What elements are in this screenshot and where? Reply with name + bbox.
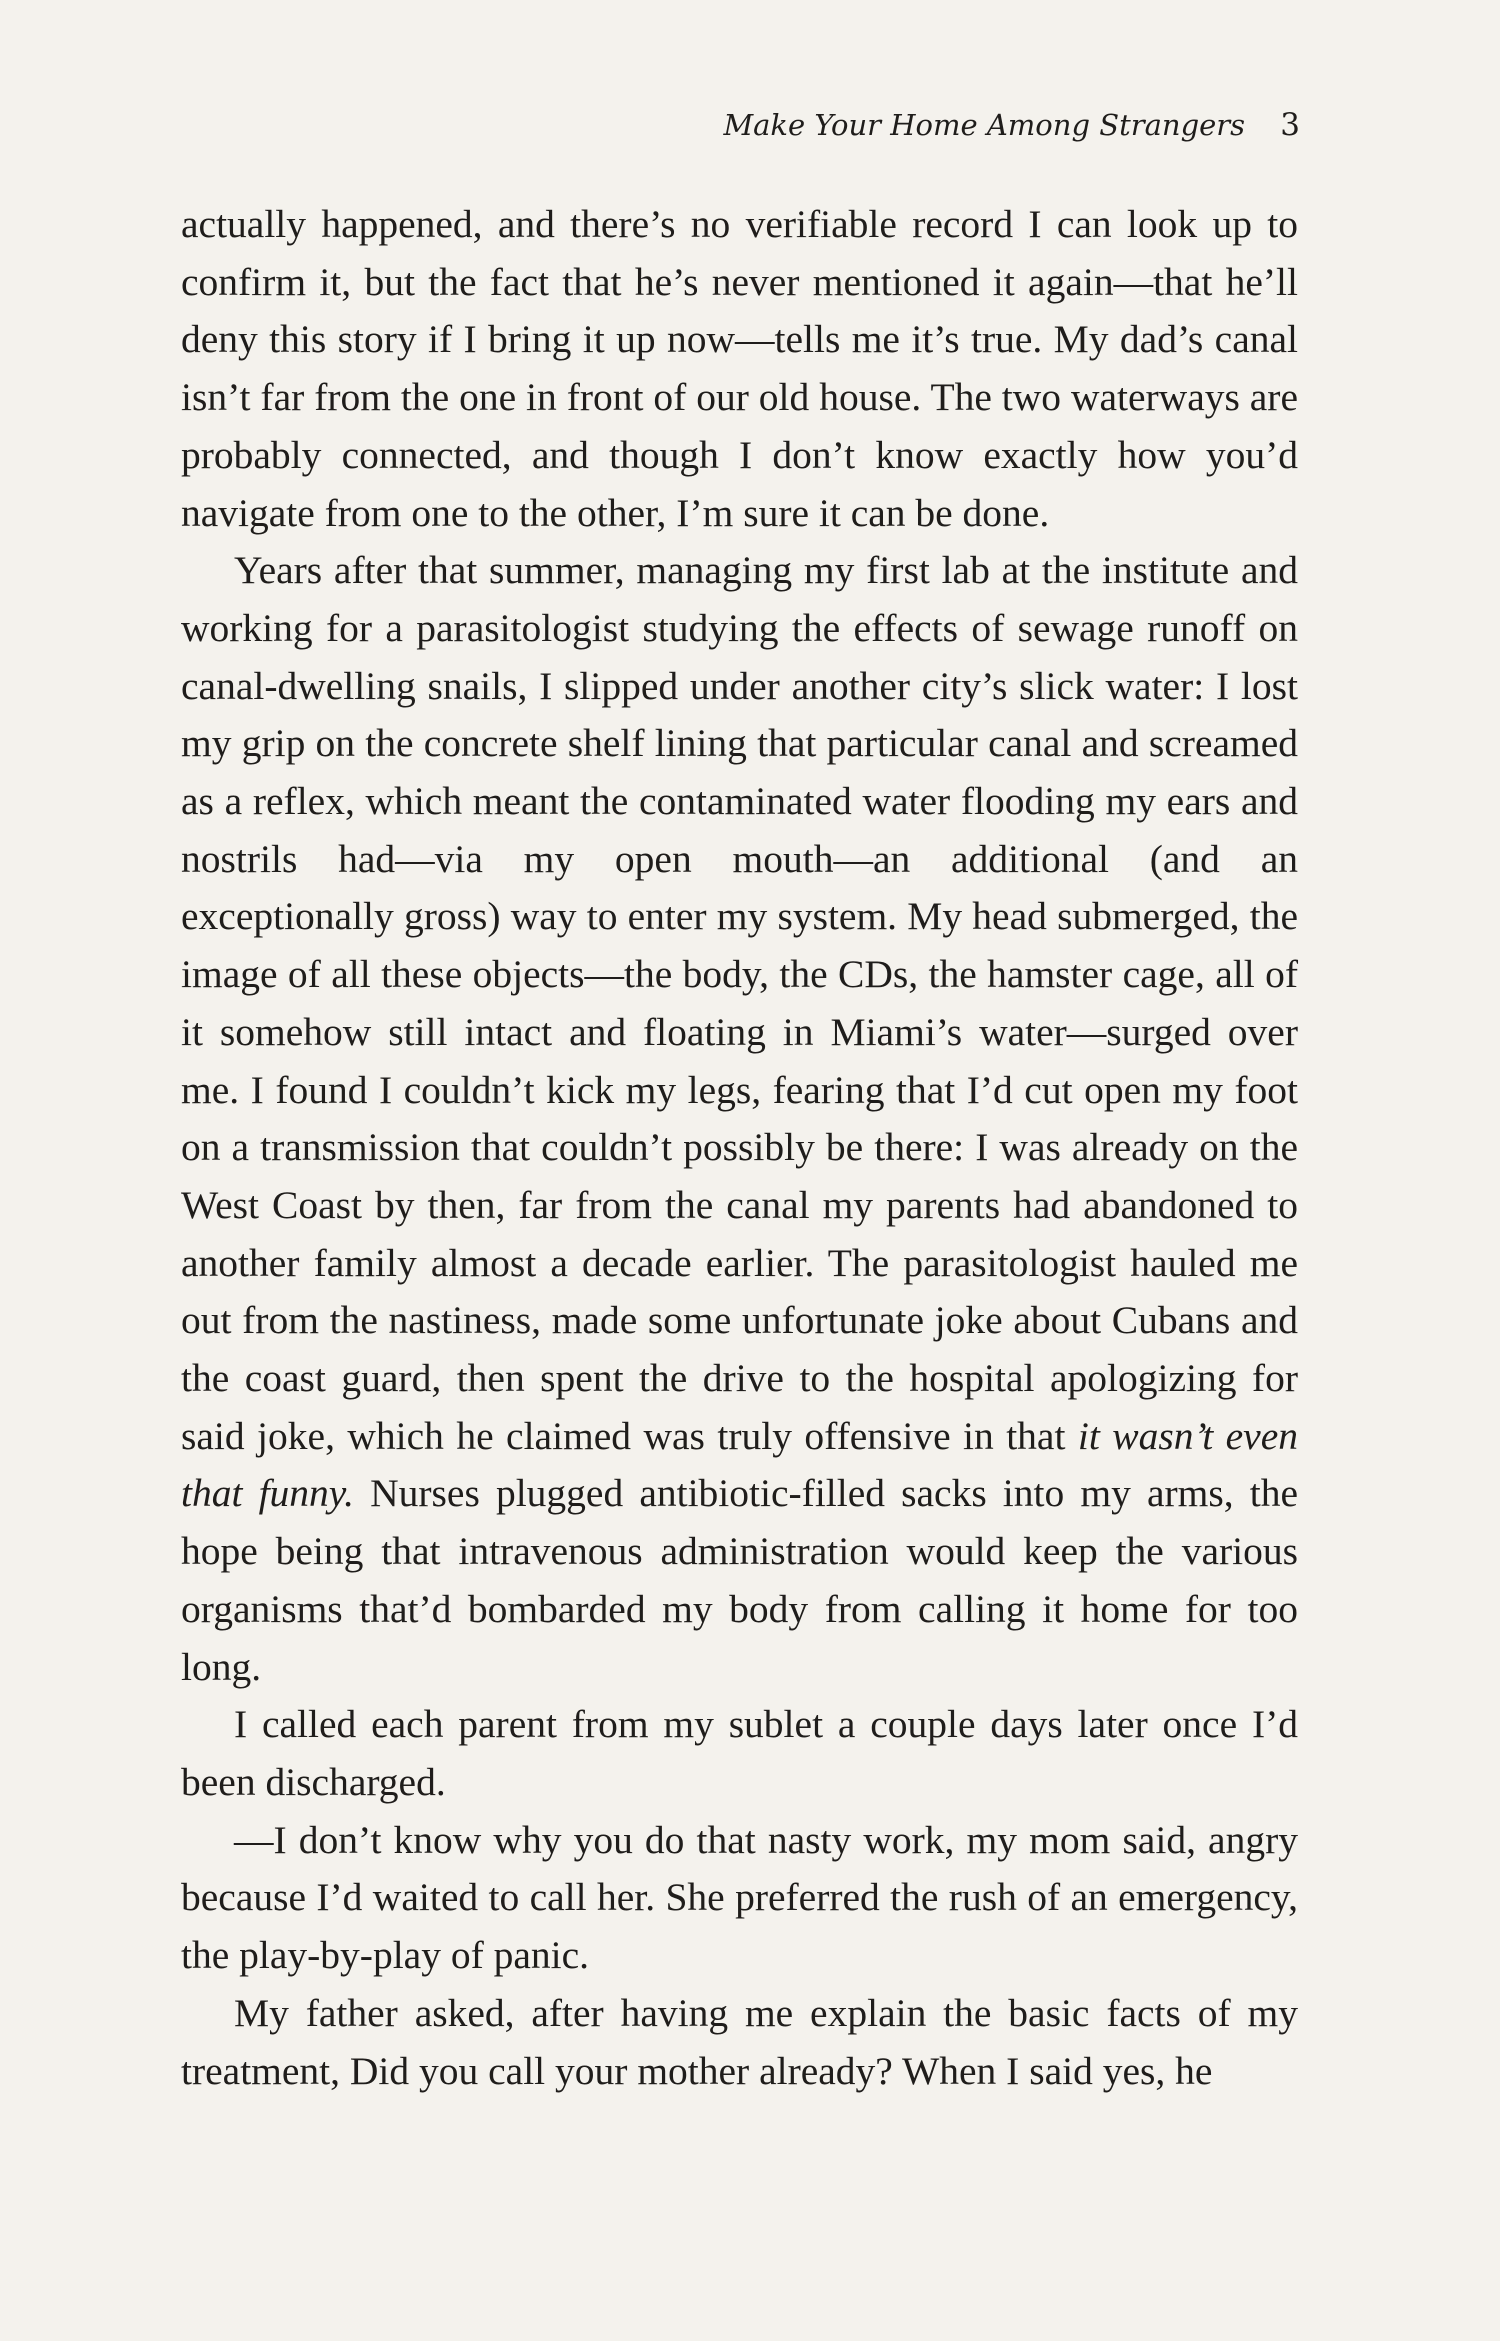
body-text [181, 196, 1298, 2100]
paragraph-2-text: Years after that summer, managing my first lab at the institute and working for a parasitologist studying the effects of sewage runoff on canal-dwelling snails, I slipped under another city’s slick water: I lost my grip on the concrete shelf lining that particular canal and screamed as a reflex, which meant the contaminated water flooding my ears and nostrils had—via my open mouth—an additional (and an exceptionally gross) way to enter my system. My head submerged, the image of all these objects—the body, the CDs, the hamster cage, all of it somehow still intact and floating in Miami’s water—surged over me. I found I couldn’t kick my legs, fearing that I’d cut open my foot on a transmission that couldn’t possibly be there: I was already on the West Coast by then, far from the canal my parents had abandoned to another family almost a decade earlier. The parasitologist hauled me out from the nastiness, made some unfortunate joke about Cubans and the coast guard, then spent the drive to the hospital apologizing for said joke, which he claimed was truly offensive in that [181, 548, 1298, 1458]
paragraph-1: actually happened, and there’s no verifiable record I can look up to confirm it, but the fact that he’s never mentioned it again—that he’ll deny this story if I bring it up now—tells me it’s true. My dad’s canal isn’t far from the one in front of our old house. The two waterways are probably connected, and though I don’t know exactly how you’d navigate from one to the other, I’m sure it can be done. [181, 202, 1298, 535]
paragraph-2-text-end: Nurses plugged antibiotic-filled sacks into my arms, the hope being that intravenous administration would keep the various organisms that’d bombarded my body from calling it home for too long. [181, 1471, 1298, 1689]
paragraph-4: —I don’t know why you do that nasty work, my mom said, angry because I’d waited to call her. She preferred the rush of an emergency, the play-by-play of panic. [181, 1817, 1298, 1978]
paragraph-5: My father asked, after having me explain the basic facts of my treatment, Did you call your mother already? When I said yes, he [181, 1990, 1298, 2093]
running-head-title: Make Your Home Among Strangers [723, 108, 1246, 142]
running-head [180, 107, 1300, 143]
paragraph-3: I called each parent from my sublet a couple days later once I’d been discharged. [181, 1702, 1298, 1804]
page-number: 3 [1280, 107, 1300, 143]
paragraph-2-italic-phrase: it wasn’t even that funny. [181, 1413, 1298, 1516]
paragraph-2 [181, 542, 1298, 1696]
